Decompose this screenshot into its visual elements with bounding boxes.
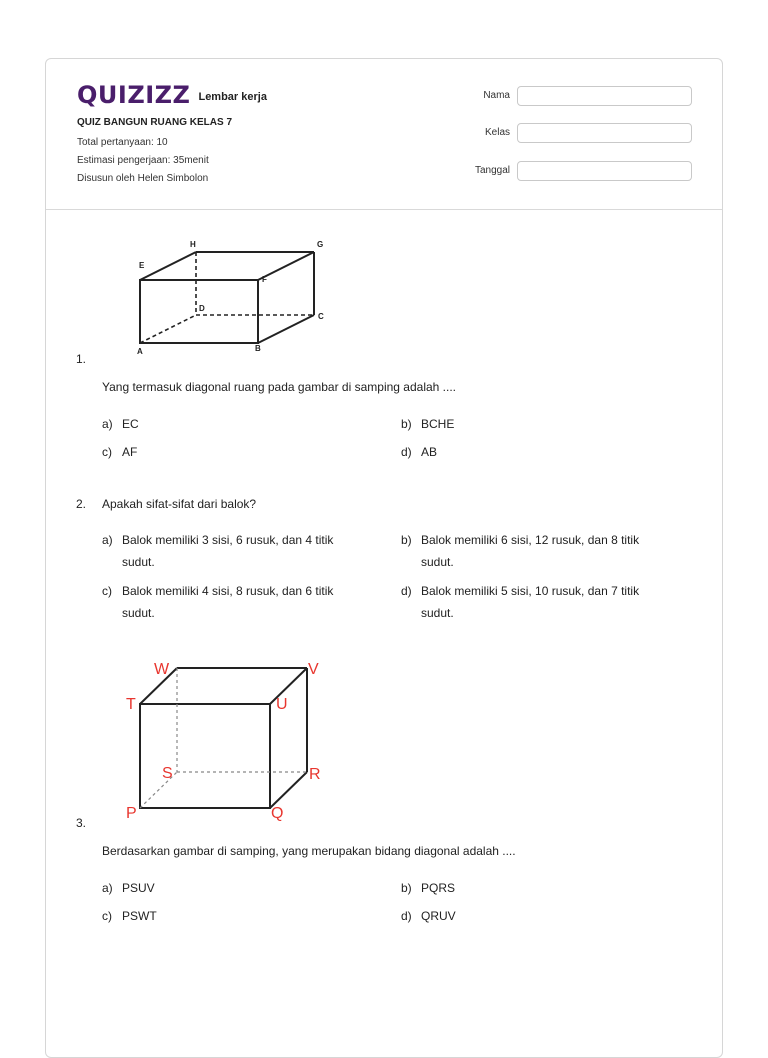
label-p: P: [126, 805, 137, 822]
label-q: Q: [271, 805, 284, 822]
logo-text: QUIZIZZ: [77, 81, 191, 109]
worksheet-header: [46, 59, 722, 210]
q2-option-a[interactable]: a) Balok memiliki 3 sisi, 6 rusuk, dan 4 titik sudut.: [102, 533, 334, 569]
question-1-text: Yang termasuk diagonal ruang pada gambar di samping adalah ....: [102, 380, 457, 394]
q1-option-d[interactable]: d) AB: [401, 445, 438, 459]
label-c: C: [318, 312, 324, 321]
label-v: V: [308, 661, 319, 678]
label-t: T: [126, 696, 136, 713]
label-r: R: [309, 766, 321, 783]
logo-subtitle: Lembar kerja: [198, 90, 267, 103]
label-d: D: [199, 304, 205, 313]
question-3-text: Berdasarkan gambar di samping, yang merupakan bidang diagonal adalah ....: [102, 844, 516, 858]
question-1-number: 1.: [76, 352, 87, 366]
label-s: S: [162, 765, 173, 782]
cube-figure-q3: [122, 656, 354, 826]
q3-option-d[interactable]: d) QRUV: [401, 909, 456, 923]
class-label: Kelas: [484, 127, 510, 138]
q1-option-c[interactable]: c) AF: [102, 445, 138, 459]
label-w: W: [154, 661, 170, 678]
worksheet-page: [45, 58, 723, 1058]
total-questions: Total pertanyaan: 10: [77, 137, 168, 148]
name-label: Nama: [483, 90, 510, 101]
cuboid-figure-q1: [132, 235, 354, 357]
question-3-number: 3.: [76, 816, 87, 830]
date-label: Tanggal: [474, 165, 510, 176]
label-g: G: [317, 240, 324, 249]
q1-option-a[interactable]: a) EC: [102, 417, 139, 431]
class-field[interactable]: [517, 123, 692, 143]
label-b: B: [255, 344, 261, 353]
q2-option-b[interactable]: b) Balok memiliki 6 sisi, 12 rusuk, dan 8 titik sudut.: [401, 533, 640, 569]
label-f: F: [262, 275, 267, 284]
estimated-time: Estimasi pengerjaan: 35menit: [77, 155, 209, 166]
question-2-number: 2.: [76, 497, 87, 511]
date-field[interactable]: [517, 161, 692, 181]
q2-option-c[interactable]: c) Balok memiliki 4 sisi, 8 rusuk, dan 6 titik sudut.: [102, 584, 334, 620]
q1-option-b[interactable]: b) BCHE: [401, 417, 455, 431]
q3-option-c[interactable]: c) PSWT: [102, 909, 157, 923]
label-h: H: [190, 240, 196, 249]
name-field[interactable]: [517, 86, 692, 106]
author: Disusun oleh Helen Simbolon: [77, 173, 209, 184]
question-2-text: Apakah sifat-sifat dari balok?: [102, 497, 257, 511]
quiz-title: QUIZ BANGUN RUANG KELAS 7: [77, 117, 233, 128]
q3-option-b[interactable]: b) PQRS: [401, 881, 456, 895]
q2-option-d[interactable]: d) Balok memiliki 5 sisi, 10 rusuk, dan 7 titik sudut.: [401, 584, 640, 620]
label-a: A: [137, 347, 143, 356]
label-u: U: [276, 696, 288, 713]
label-e: E: [139, 261, 145, 270]
quizizz-logo: [77, 81, 267, 109]
q3-option-a[interactable]: a) PSUV: [102, 881, 155, 895]
